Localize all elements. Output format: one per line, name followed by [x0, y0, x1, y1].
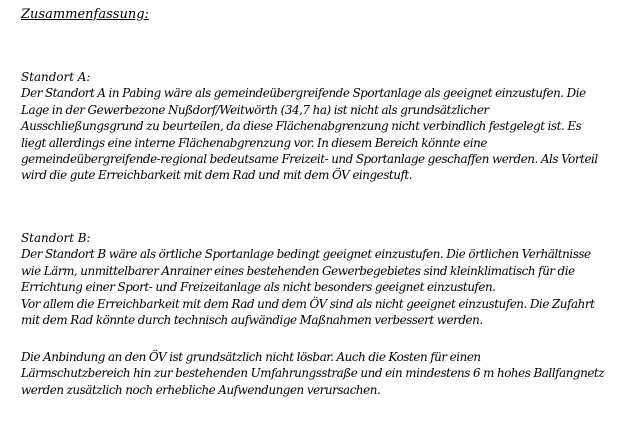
anbindung-line: Die Anbindung an den ÖV ist grundsätzlich nicht lösbar. Auch die Kosten für einen [21, 350, 481, 364]
standort-b-line: Der Standort B wäre als örtliche Sportanlage bedingt geeignet einzustufen. Die örtlichen Verhältnisse [21, 247, 591, 262]
standort-a-line: gemeindeübergreifende-regional bedeutsame Freizeit- und Sportanlage geschaffen werden. Als Vorteil [21, 152, 598, 167]
standort-b-heading: Standort B: [21, 231, 91, 245]
standort-a-heading: Standort A: [21, 70, 91, 84]
anbindung-line: werden zusätzlich noch erhebliche Aufwendungen verursachen. [21, 382, 381, 397]
standort-b-section [21, 230, 631, 328]
anbindung-line: Lärmschutzbereich hin zur bestehenden Umfahrungsstraße und ein mindestens 6 m hohes Ballfangnetz [21, 366, 605, 381]
standort-b-line: wie Lärm, unmittelbarer Anrainer eines bestehenden Gewerbegebietes sind kleinklimatisch für die [21, 263, 575, 278]
standort-a-line: Der Standort A in Pabing wäre als gemeindeübergreifende Sportanlage als geeignet einzustufen. Die [21, 86, 586, 101]
standort-a-line: liegt allerdings eine interne Flächenabgrenzung vor. In diesem Bereich könnte eine [21, 135, 487, 150]
standort-b-line: Errichtung einer Sport- und Freizeitanlage als nicht besonders geeignet einzustufen. [21, 280, 496, 295]
standort-b-line: Vor allem die Erreichbarkeit mit dem Rad und dem ÖV sind als nicht geeignet einzustufen. Die Zufahrt [21, 296, 595, 311]
document-title: Zusammenfassung: [21, 7, 149, 22]
anbindung-paragraph [21, 349, 631, 398]
standort-b-line: mit dem Rad könnte durch technisch aufwändige Maßnahmen verbessert werden. [21, 313, 483, 328]
standort-a-line: Ausschließungsgrund zu beurteilen, da diese Flächenabgrenzung nicht verbindlich festgelegt ist. Es [21, 119, 582, 134]
standort-a-line: Lage in der Gewerbezone Nußdorf/Weitwörth (34,7 ha) ist nicht als grundsätzlicher [21, 102, 489, 117]
standort-a-section [21, 69, 631, 184]
standort-a-line: wird die gute Erreichbarkeit mit dem Rad und mit dem ÖV eingestuft. [21, 168, 413, 183]
